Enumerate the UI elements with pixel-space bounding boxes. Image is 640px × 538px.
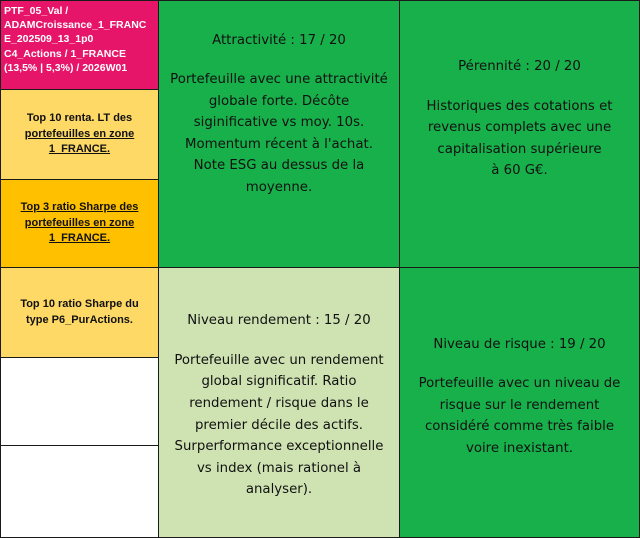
text-line: globale forte. Décôte [208, 93, 350, 109]
text-line: analyser). [245, 482, 313, 498]
risque-title: Niveau de risque : 19 / 20 [433, 336, 606, 352]
ranking-line: 1_FRANCE. [48, 232, 111, 245]
text-line: risque sur le rendement [439, 397, 600, 413]
text-line: rendement / risque dans le [189, 395, 369, 411]
attractivite-title: Attractivité : 17 / 20 [212, 32, 346, 48]
text-line: voire inexistant. [465, 440, 574, 456]
risque-text [408, 373, 631, 459]
portfolio-header [0, 0, 159, 90]
ranking-line: portefeuilles en zone [24, 127, 135, 140]
text-line: siginificative vs moy. 10s. [193, 115, 365, 131]
ranking-line: portefeuilles en zone [24, 216, 135, 229]
ranking-top10-sharpe-type [0, 267, 159, 358]
text-line: Portefeuille avec un rendement [174, 352, 384, 368]
header-line: PTF_05_Val / [4, 5, 69, 17]
perennite-title: Pérennité : 20 / 20 [458, 59, 581, 75]
text-line: premier décile des actifs. [194, 417, 364, 433]
text-line: Historiques des cotations et [426, 98, 613, 114]
text-line: Note ESG au dessus de la [193, 158, 365, 174]
attractivite-panel [158, 0, 400, 268]
header-line: ADAMCroissance_1_FRANC [4, 19, 147, 32]
perennite-text [408, 96, 631, 182]
text-line: revenus complets avec une [427, 120, 612, 136]
empty-cell [0, 357, 159, 446]
text-line: Portefeuille avec une attractivité [170, 72, 388, 88]
header-line: E_202509_13_1p0 [4, 33, 94, 46]
text-line: capitalisation supérieure [437, 141, 602, 157]
text-line: Portefeuille avec un niveau de [418, 376, 621, 392]
ranking-line: Top 3 ratio Sharpe des [20, 200, 139, 213]
empty-cell [0, 445, 159, 538]
attractivite-text [167, 69, 391, 198]
ranking-line: type P6_PurActions. [26, 313, 133, 326]
rendement-title: Niveau rendement : 15 / 20 [187, 313, 371, 329]
text-line: à 60 G€. [491, 163, 548, 179]
text-line: global significatif. Ratio [201, 374, 357, 390]
text-line: considéré comme très faible [424, 419, 615, 435]
rendement-text [167, 350, 391, 501]
ranking-line: 1_FRANCE. [48, 143, 111, 156]
text-line: Momentum récent à l'achat. [185, 136, 373, 152]
text-line: moyenne. [245, 179, 313, 195]
ranking-top3-sharpe [0, 179, 159, 268]
perennite-panel [399, 0, 640, 268]
ranking-top10-renta [0, 89, 159, 180]
risque-panel [399, 267, 640, 538]
header-line: C4_Actions / 1_FRANCE [4, 47, 126, 60]
ranking-line: Top 10 ratio Sharpe du [20, 297, 139, 310]
rendement-panel [158, 267, 400, 538]
text-line: Surperformance exceptionnelle [174, 439, 384, 455]
ranking-line: Top 10 renta. LT des [26, 111, 133, 124]
header-line: (13,5% | 5,3%) / 2026W01 [4, 61, 128, 74]
text-line: vs index (mais rationel à [196, 460, 362, 476]
